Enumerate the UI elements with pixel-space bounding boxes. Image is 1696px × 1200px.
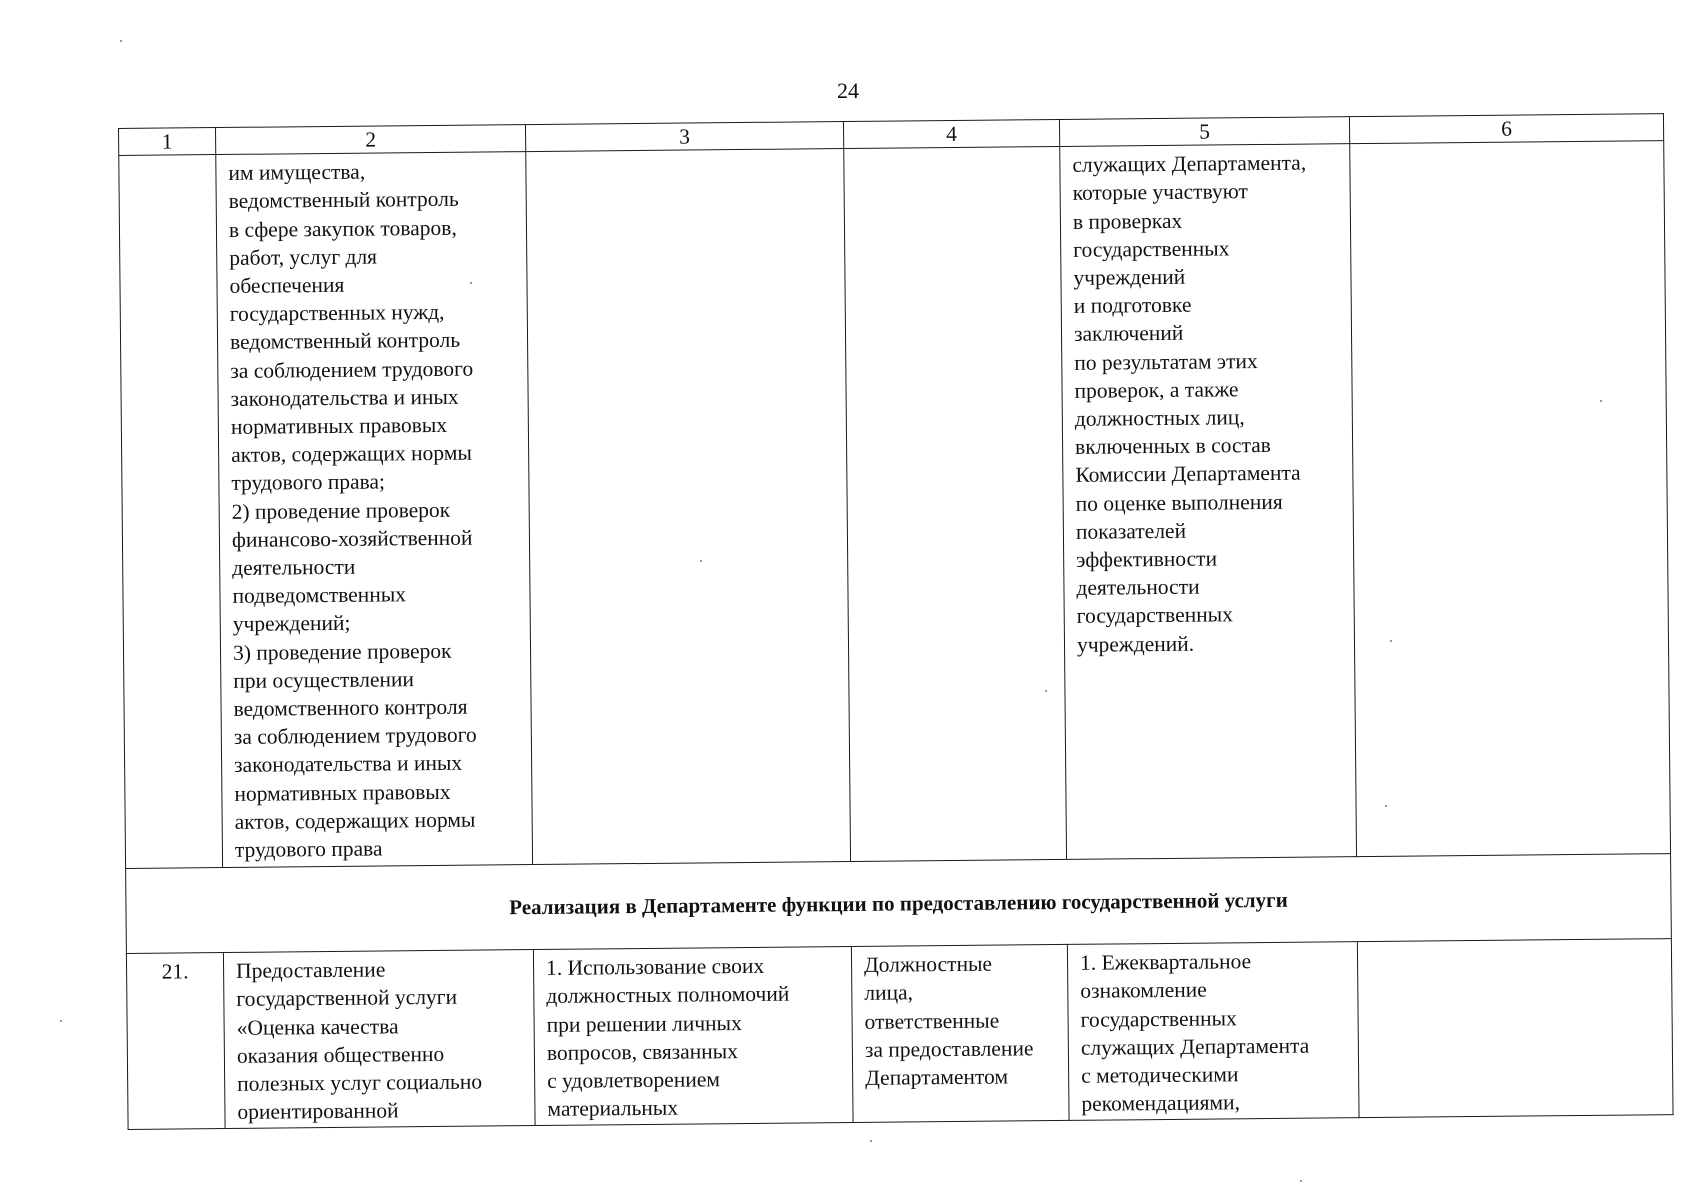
scan-speck (1300, 1180, 1302, 1182)
section-title: Реализация в Департаменте функции по предоставлению государственной услуги (126, 854, 1672, 954)
header-col-5: 5 (1059, 117, 1349, 147)
scan-speck (1600, 400, 1602, 402)
header-col-3: 3 (525, 122, 843, 152)
table-row (119, 141, 1671, 869)
cell-notes (1350, 141, 1671, 857)
header-col-2: 2 (216, 125, 526, 155)
cell-measures: 1. Ежеквартальное ознакомление государственных служащих Департамента с методическими рекомендациями, (1067, 942, 1359, 1120)
section-row (126, 854, 1672, 954)
cell-measures: служащих Департамента, которые участвуют в проверках государственных учреждений и подготовке заключений по результатам этих проверок, а также должностных лиц, включенных в состав Комиссии Департамента по оценке выполнения показателей эффективности деятельности государственных учреждений. (1060, 144, 1357, 860)
scan-speck (120, 40, 122, 42)
header-col-4: 4 (843, 119, 1059, 148)
scan-speck (470, 282, 472, 284)
scan-speck (1385, 805, 1387, 807)
scan-speck (870, 1140, 872, 1142)
header-col-1: 1 (119, 128, 216, 156)
cell-positions: Должностные лица, ответственные за предоставление Департаментом (851, 945, 1069, 1123)
cell-number (119, 155, 223, 869)
scan-speck (700, 560, 702, 562)
cell-risk-description (526, 149, 851, 865)
scan-speck (1045, 690, 1047, 692)
cell-function-description: Предоставление государственной услуги «Оценка качества оказания общественно полезных услуг социально ориентированной (223, 950, 535, 1129)
cell-notes (1357, 939, 1673, 1118)
table-row (126, 939, 1673, 1130)
header-col-6: 6 (1349, 114, 1663, 144)
scan-speck (60, 1020, 62, 1022)
scan-speck (1390, 640, 1392, 642)
corruption-risk-table (118, 113, 1674, 1130)
cell-risk-description: 1. Использование своих должностных полномочий при решении личных вопросов, связанных с удовлетворением материальных (533, 947, 853, 1126)
cell-number: 21. (126, 953, 225, 1130)
cell-function-description: им имущества, ведомственный контроль в сфере закупок товаров, работ, услуг для обеспечения государственных нужд, ведомственный контроль за соблюдением трудового законодательства и иных нормативных правовых актов, содержащих нормы трудового права; 2) проведение проверок финансово-хозяйственной деятельности подведомственных учреждений; 3) проведение проверок при осуществлении ведомственного контроля за соблюдением трудового законодательства и иных нормативных правовых актов, содержащих нормы трудового права (216, 152, 533, 868)
page-number: 24 (837, 78, 859, 103)
cell-positions (844, 147, 1067, 862)
